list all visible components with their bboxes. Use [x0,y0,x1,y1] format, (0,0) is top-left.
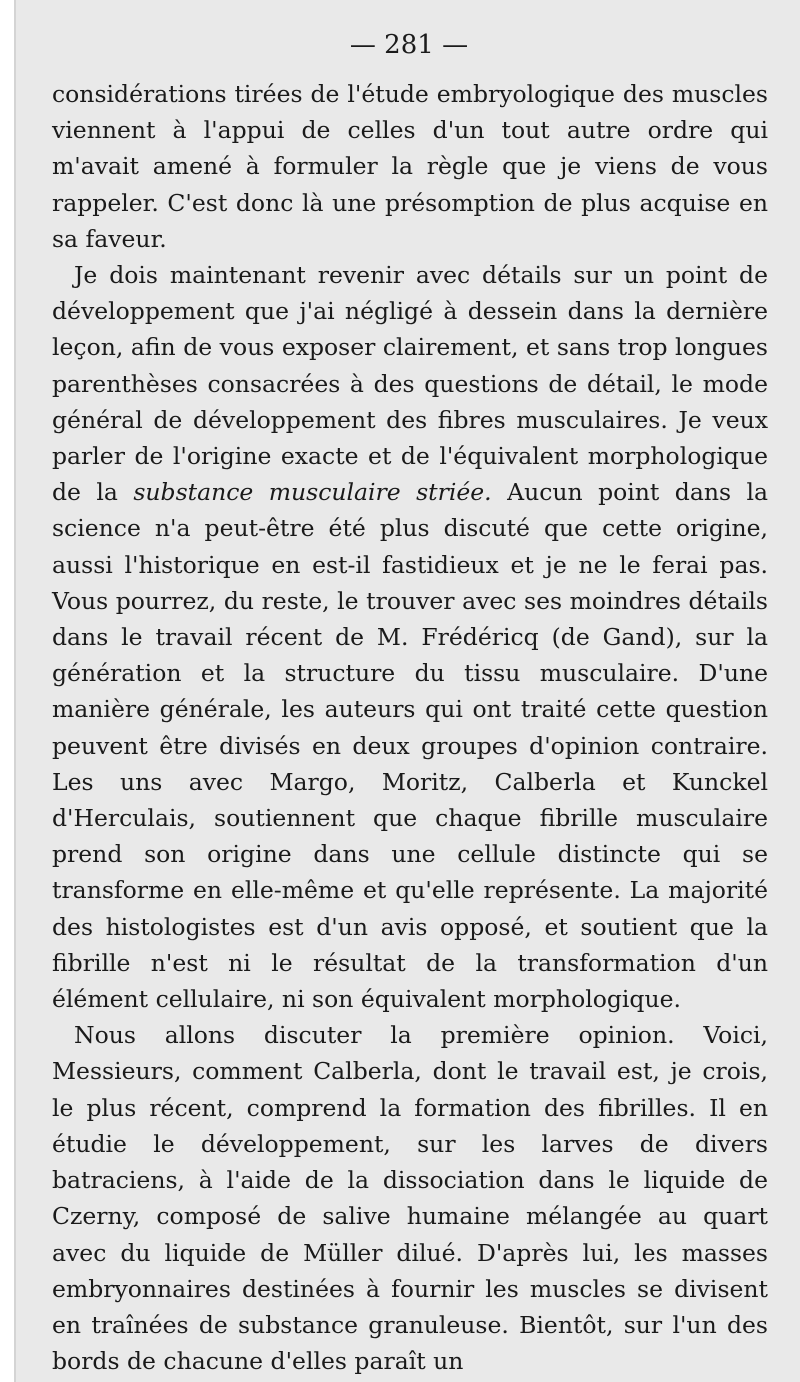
paragraph-calberla: Nous allons discuter la première opinion. Voici, Messieurs, comment Calberla, dont le travail est, je crois, le plus récent, comprend la formation des fibrilles. Il en étudie le développement, sur les larves de divers batraciens, à l'aide de la dissociation dans le liquide de Czerny, composé de salive humaine mélangée au quart avec du liquide de Müller dilué. D'après lui, les masses embryonnaires destinées à fournir les muscles se divisent en traînées de substance granuleuse. Bientôt, sur l'un des bords de chacune d'elles paraît un [52,1021,768,1376]
body-text [52,76,768,1379]
paragraph-continuation: considérations tirées de l'étude embryologique des muscles viennent à l'appui de celles d'un tout autre ordre qui m'avait amené à formuler la règle que je viens de vous rappeler. C'est donc là une présomption de plus acquise en sa faveur. [52,80,768,253]
page-number: — 281 — [349,30,469,60]
book-page [14,0,800,1382]
paragraph-muscle-origin [52,257,768,1017]
paragraph-text-after-emphasis: Aucun point dans la science n'a peut-être été plus discuté que cette origine, aussi l'historique en est-il fastidieux et je ne le ferai pas. Vous pourrez, du reste, le trouver avec ses moindres détails dans le travail récent de M. Frédéricq (de Gand), sur la génération et la structure du tissu musculaire. D'une manière générale, les auteurs qui ont traité cette question peuvent être divisés en deux groupes d'opinion contraire. Les uns avec Margo, Moritz, Calberla et Kunckel d'Herculais, soutiennent que chaque fibrille musculaire prend son origine dans une cellule distincte qui se transforme en elle-même et qu'elle représente. La majorité des histologistes est d'un avis opposé, et soutient que la fibrille n'est ni le résultat de la transformation d'un élément cellulaire, ni son équivalent morphologique. [52,478,768,1014]
paragraph-text-before-emphasis: Je dois maintenant revenir avec détails sur un point de développement que j'ai négligé à dessein dans la dernière leçon, afin de vous exposer clairement, et sans trop longues parenthèses consacrées à des questions de détail, le mode général de développement des fibres musculaires. Je veux parler de l'origine exacte et de l'équivalent morphologique de la [52,261,768,507]
italic-term: substance musculaire striée. [133,478,492,507]
